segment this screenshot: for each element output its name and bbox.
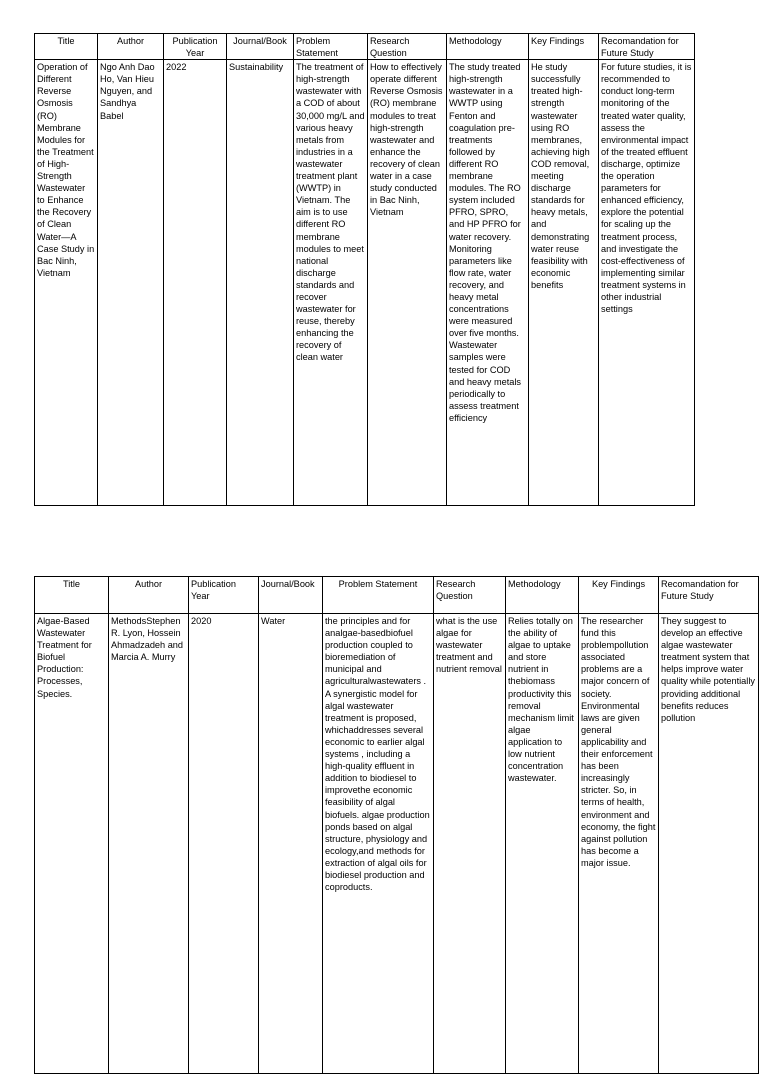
- literature-table-1: [34, 33, 695, 506]
- cell-author: Ngo Anh Dao Ho, Van Hieu Nguyen, and Sandhya Babel: [98, 60, 164, 506]
- cell-publication-year: 2022: [164, 60, 227, 506]
- cell-title: Operation of Different Reverse Osmosis (RO) Membrane Modules for the Treatment of High-Strength Wastewater to Enhance the Recovery of Clean Water—A Case Study in Bac Ninh, Vietnam: [35, 60, 98, 506]
- table-header-row: [35, 34, 695, 60]
- cell-research-question: what is the use algae for wastewater treatment and nutrient removal: [434, 614, 506, 1074]
- header-recommendation: Recomandation for Future Study: [599, 34, 695, 60]
- cell-research-question: How to effectively operate different Reverse Osmosis (RO) membrane modules to treat high-strength wastewater and enhance the recovery of clean water in a case study conducted in Bac Ninh, Vietnam: [368, 60, 447, 506]
- header-title: Title: [35, 34, 98, 60]
- table-row: [35, 60, 695, 506]
- cell-journal: Sustainability: [227, 60, 294, 506]
- header-problem-statement: Problem Statement: [323, 577, 434, 614]
- cell-recommendation: For future studies, it is recommended to conduct long-term monitoring of the treated water quality, assess the environmental impact of the treated effluent discharge, optimize the operation parameters for enhanced efficiency, explore the potential for scaling up the treatment process, and investigate the cost-effectiveness of implementing similar treatment systems in other industrial settings: [599, 60, 695, 506]
- header-journal: Journal/Book: [259, 577, 323, 614]
- cell-journal: Water: [259, 614, 323, 1074]
- header-methodology: Methodology: [447, 34, 529, 60]
- header-journal: Journal/Book: [227, 34, 294, 60]
- header-title: Title: [35, 577, 109, 614]
- cell-publication-year: 2020: [189, 614, 259, 1074]
- header-author: Author: [109, 577, 189, 614]
- header-publication-year: Publication Year: [164, 34, 227, 60]
- table-header-row: [35, 577, 759, 614]
- header-recommendation: Recomandation for Future Study: [659, 577, 759, 614]
- header-problem-statement: Problem Statement: [294, 34, 368, 60]
- header-methodology: Methodology: [506, 577, 579, 614]
- cell-title: Algae-Based Wastewater Treatment for Biofuel Production: Processes, Species.: [35, 614, 109, 1074]
- header-research-question: Research Question: [368, 34, 447, 60]
- cell-problem-statement: the principles and for analgae-basedbiofuel production coupled to bioremediation of municipal and agriculturalwastewaters . A synergistic model for algal wastewater treatment is proposed, whichaddresses several economic to earlier algal systems , including a high-quality effluent in addition to biodiesel to improvethe economic feasibility of algal biofuels. algae production ponds based on algal structure, physiology and ecology,and methods for extraction of algal oils for biodiesel production and coproducts.: [323, 614, 434, 1074]
- header-key-findings: Key Findings: [529, 34, 599, 60]
- header-author: Author: [98, 34, 164, 60]
- cell-problem-statement: The treatment of high-strength wastewater with a COD of about 30,000 mg/L and various heavy metals from industries in a wastewater treatment plant (WWTP) in Vietnam. The aim is to use different RO membrane modules to meet national discharge standards and recover wastewater for reuse, thereby enhancing the recovery of clean water: [294, 60, 368, 506]
- cell-key-findings: The researcher fund this problempollution associated problems are a major concern of society. Environmental laws are given general applicability and their enforcement has been increasingly stricter. So, in terms of health, environment and economy, the fight against pollution has become a major issue.: [579, 614, 659, 1074]
- header-key-findings: Key Findings: [579, 577, 659, 614]
- literature-table-2: [34, 576, 759, 1074]
- cell-key-findings: He study successfully treated high-strength wastewater using RO membranes, achieving high COD removal, meeting discharge standards for heavy metals, and demonstrating water reuse feasibility with economic benefits: [529, 60, 599, 506]
- cell-author: MethodsStephen R. Lyon, Hossein Ahmadzadeh and Marcia A. Murry: [109, 614, 189, 1074]
- header-publication-year: Publication Year: [189, 577, 259, 614]
- cell-methodology: Relies totally on the ability of algae to uptake and store nutrient in thebiomass productivity this removal mechanism limit algae application to low nutrient concentration wastewater.: [506, 614, 579, 1074]
- cell-methodology: The study treated high-strength wastewater in a WWTP using Fenton and coagulation pre-treatments followed by different RO membrane modules. The RO system included PFRO, SPRO, and HP PFRO for water recovery. Monitoring parameters like flow rate, water recovery, and heavy metal concentrations were measured over five months. Wastewater samples were tested for COD and heavy metals periodically to assess treatment efficiency: [447, 60, 529, 506]
- cell-recommendation: They suggest to develop an effective algae wastewater treatment system that helps improve water quality while potentially providing additional benefits reduces pollution: [659, 614, 759, 1074]
- table-row: [35, 614, 759, 1074]
- header-research-question: Research Question: [434, 577, 506, 614]
